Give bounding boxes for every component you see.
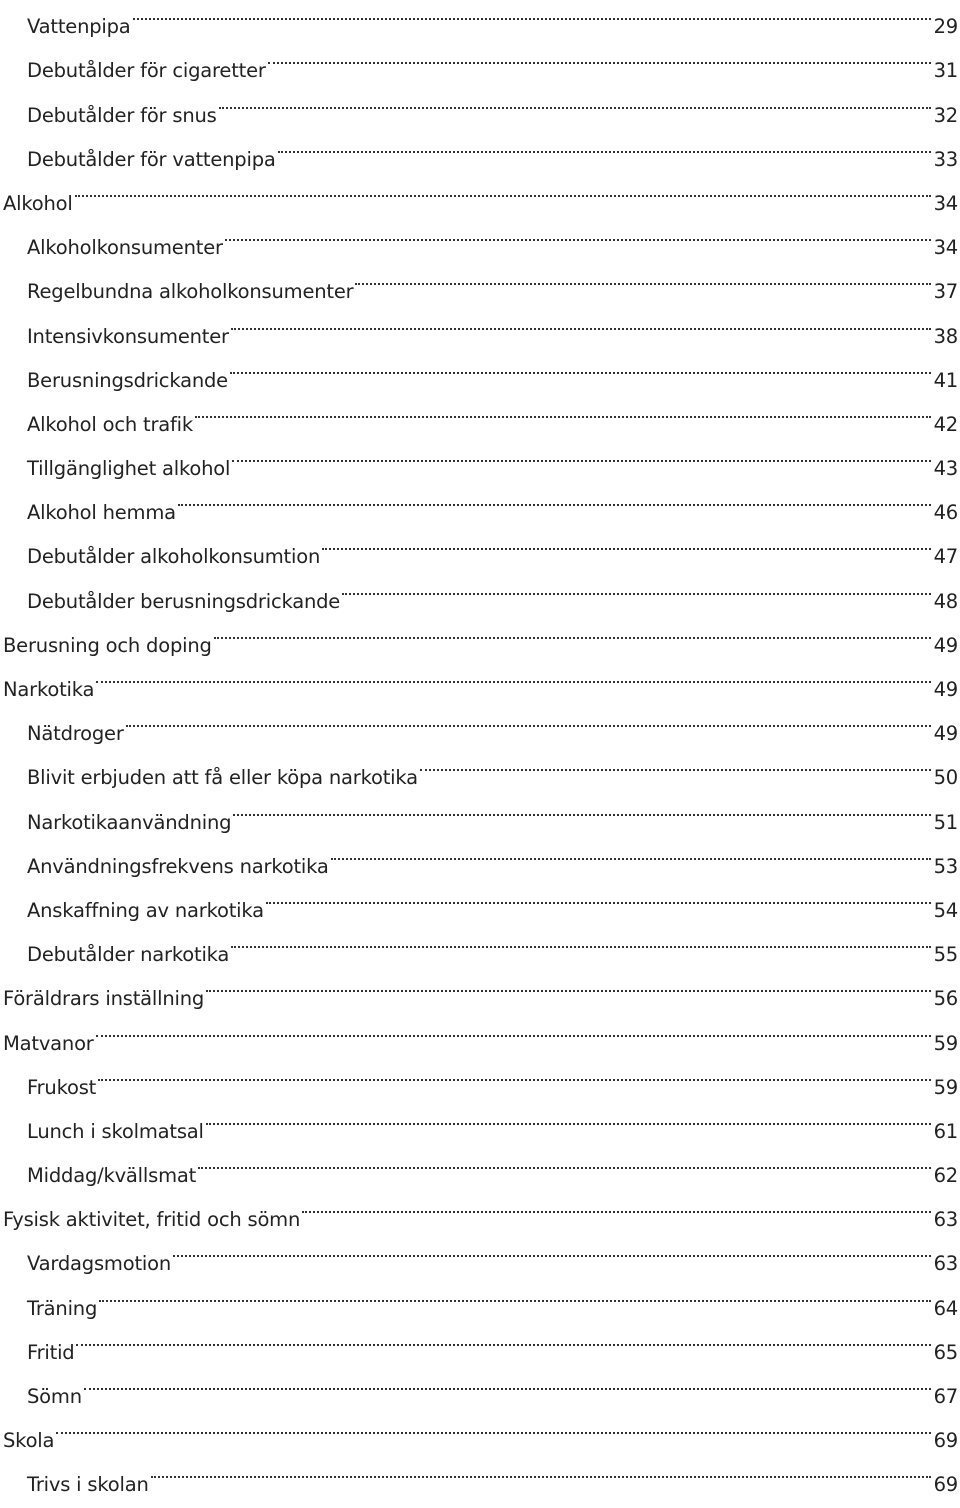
- toc-entry-page: 31: [933, 59, 958, 83]
- toc-entry-page: 63: [933, 1252, 958, 1276]
- toc-entry-title: Berusning och doping: [3, 633, 212, 657]
- toc-entry-title: Fysisk aktivitet, fritid och sömn: [3, 1208, 301, 1232]
- toc-entry-title: Alkohol hemma: [27, 501, 176, 525]
- toc-entry-title: Berusningsdrickande: [27, 368, 228, 392]
- toc-entry-page: 56: [933, 987, 958, 1011]
- toc-dot-leader: [225, 210, 931, 254]
- toc-entry[interactable]: [0, 0, 960, 39]
- toc-dot-leader: [99, 1270, 930, 1314]
- toc-entry-title: Föräldrars inställning: [3, 987, 205, 1011]
- toc-entry[interactable]: [0, 166, 960, 215]
- toc-entry-page: 54: [933, 898, 958, 922]
- toc-entry-title: Frukost: [27, 1075, 97, 1099]
- toc-dot-leader: [331, 829, 931, 873]
- toc-dot-leader: [355, 254, 930, 298]
- toc-entry-page: 65: [933, 1340, 958, 1364]
- toc-dot-leader: [231, 298, 931, 342]
- toc-entry-title: Sömn: [27, 1385, 82, 1408]
- toc-dot-leader: [278, 122, 931, 166]
- toc-entry-page: 47: [933, 545, 958, 569]
- toc-dot-leader: [206, 1094, 931, 1138]
- toc-entry[interactable]: [0, 652, 960, 701]
- toc-entry[interactable]: [0, 696, 960, 746]
- toc-entry-page: 51: [933, 810, 958, 834]
- toc-entry-page: 59: [933, 1031, 958, 1055]
- toc-entry-title: Lunch i skolmatsal: [27, 1119, 204, 1143]
- toc-entry-page: 59: [933, 1075, 958, 1099]
- toc-dot-leader: [266, 873, 931, 917]
- toc-entry-page: 32: [933, 103, 958, 127]
- toc-dot-leader: [420, 740, 931, 784]
- toc-entry-page: 46: [933, 501, 958, 525]
- toc-entry[interactable]: [0, 210, 960, 260]
- toc-entry-title: Trivs i skolan: [27, 1473, 149, 1497]
- toc-entry-page: 53: [933, 854, 958, 878]
- toc-dot-leader: [126, 696, 931, 740]
- toc-entry-title: Narkotikaanvändning: [27, 810, 232, 834]
- toc-entry-title: Nätdroger: [27, 722, 124, 746]
- toc-dot-leader: [76, 1315, 930, 1359]
- toc-entry-page: 29: [933, 15, 958, 39]
- toc-entry-title: Debutålder för snus: [27, 103, 217, 127]
- toc-entry-page: 37: [933, 280, 958, 304]
- toc-dot-leader: [98, 1050, 930, 1094]
- toc-dot-leader: [230, 343, 931, 387]
- toc-entry[interactable]: [0, 1050, 960, 1099]
- toc-dot-leader: [96, 1005, 931, 1049]
- toc-entry-page: 55: [933, 943, 958, 967]
- toc-entry-page: 49: [933, 722, 958, 746]
- toc-entry-title: Tillgänglighet alkohol: [27, 457, 231, 481]
- toc-dot-leader: [178, 475, 931, 519]
- toc-entry-page: 33: [933, 147, 958, 171]
- toc-dot-leader: [84, 1359, 931, 1403]
- toc-entry-page: 50: [933, 766, 958, 790]
- toc-dot-leader: [233, 784, 930, 828]
- toc-dot-leader: [214, 608, 931, 652]
- toc-dot-leader: [96, 652, 930, 696]
- toc-dot-leader: [133, 0, 931, 33]
- toc-entry[interactable]: [0, 1359, 960, 1408]
- toc-entry[interactable]: [0, 1005, 960, 1055]
- toc-dot-leader: [198, 1138, 931, 1182]
- toc-entry-page: 41: [933, 368, 958, 392]
- toc-entry-page: 38: [933, 324, 958, 348]
- toc-entry[interactable]: [0, 1270, 960, 1320]
- toc-entry-page: 69: [933, 1473, 958, 1497]
- toc-entry-title: Debutålder för cigaretter: [27, 59, 266, 83]
- toc-dot-leader: [231, 917, 930, 961]
- toc-entry-page: 48: [933, 589, 958, 613]
- toc-dot-leader: [232, 431, 930, 475]
- toc-entry-title: Debutålder berusningsdrickande: [27, 589, 341, 613]
- toc-dot-leader: [56, 1403, 930, 1447]
- toc-entry[interactable]: [0, 1315, 960, 1364]
- toc-entry[interactable]: [0, 33, 960, 83]
- toc-entry-page: 64: [933, 1296, 958, 1320]
- toc-entry-page: 49: [933, 633, 958, 657]
- toc-dot-leader: [151, 1447, 931, 1491]
- toc-dot-leader: [302, 1182, 930, 1226]
- toc-entry-title: Blivit erbjuden att få eller köpa narkotika: [27, 766, 418, 790]
- toc-entry-page: 49: [933, 678, 958, 701]
- toc-entry-page: 34: [933, 236, 958, 260]
- toc-entry[interactable]: [0, 1094, 960, 1143]
- toc-entry[interactable]: [0, 740, 960, 790]
- toc-entry-title: Debutålder narkotika: [27, 943, 230, 967]
- toc-dot-leader: [75, 166, 931, 210]
- toc-entry-title: Alkoholkonsumenter: [27, 236, 223, 260]
- toc-entry-page: 43: [933, 457, 958, 481]
- toc-entry-page: 63: [933, 1208, 958, 1232]
- toc-entry-title: Vardagsmotion: [27, 1252, 171, 1276]
- toc-entry[interactable]: [0, 1447, 960, 1497]
- toc-dot-leader: [173, 1226, 931, 1270]
- toc-entry-title: Matvanor: [3, 1031, 94, 1055]
- toc-entry-page: 69: [933, 1429, 958, 1453]
- toc-dot-leader: [219, 77, 931, 121]
- toc-entry-page: 62: [933, 1164, 958, 1188]
- toc-entry-title: Regelbundna alkoholkonsumenter: [27, 280, 354, 304]
- toc-entry-title: Alkohol och trafik: [27, 412, 193, 436]
- toc-dot-leader: [206, 961, 931, 1005]
- toc-entry-title: Anskaffning av narkotika: [27, 898, 264, 922]
- toc-entry-title: Middag/kvällsmat: [27, 1164, 197, 1188]
- toc-entry-title: Fritid: [27, 1340, 75, 1364]
- toc-entry-title: Skola: [3, 1429, 55, 1453]
- toc-dot-leader: [195, 387, 931, 431]
- toc-entry-title: Debutålder för vattenpipa: [27, 147, 276, 171]
- toc-entry-title: Debutålder alkoholkonsumtion: [27, 545, 321, 569]
- toc-entry-title: Narkotika: [3, 678, 95, 701]
- toc-dot-leader: [322, 519, 930, 563]
- toc-dot-leader: [342, 563, 930, 607]
- toc-entry[interactable]: [0, 1403, 960, 1453]
- toc-entry-page: 42: [933, 412, 958, 436]
- toc-entry-title: Vattenpipa: [27, 15, 131, 39]
- toc-entry-page: 34: [933, 191, 958, 215]
- toc-entry-title: Intensivkonsumenter: [27, 324, 229, 348]
- toc-entry-title: Träning: [27, 1296, 98, 1320]
- toc-entry-page: 67: [933, 1385, 958, 1408]
- toc-entry-title: Alkohol: [3, 191, 73, 215]
- toc-dot-leader: [268, 33, 931, 77]
- toc-entry-title: Användningsfrekvens narkotika: [27, 854, 329, 878]
- toc-entry-page: 61: [933, 1119, 958, 1143]
